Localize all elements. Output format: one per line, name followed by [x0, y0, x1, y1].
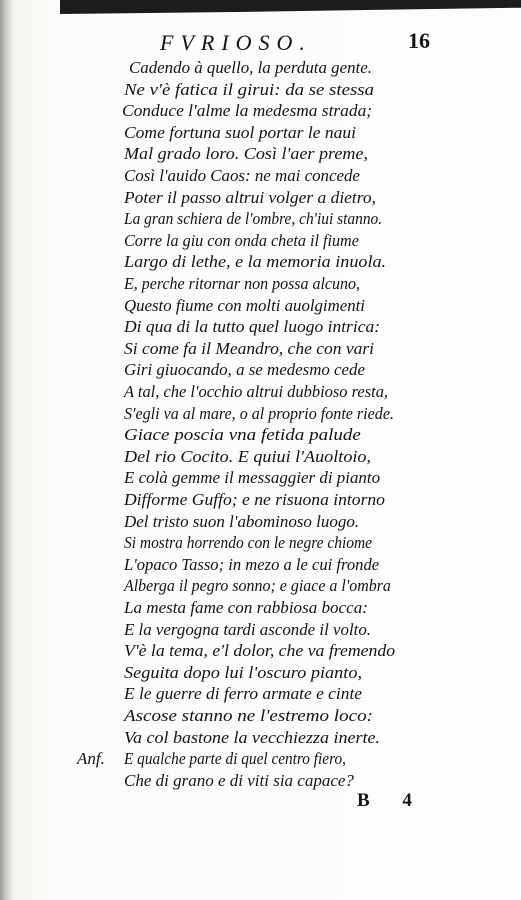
verse-line — [0, 728, 521, 750]
verse-line — [0, 339, 521, 361]
adjacent-page-edge — [60, 0, 521, 14]
verse-line-text: Del tristo suon l'abominoso luogo. — [124, 511, 360, 531]
verse-line — [0, 425, 521, 447]
verse-line-text: Seguita dopo lui l'oscuro pianto, — [124, 662, 363, 682]
verse-line — [0, 663, 521, 685]
verse-line-text: Ascose stanno ne l'estremo loco: — [124, 706, 373, 725]
verse-line-text: Si mostra horrendo con le negre chiome — [124, 533, 373, 553]
verse-line-text: Difforme Guffo; e ne risuona intorno — [124, 490, 385, 509]
verse-line-text: Così l'auido Caos: ne mai concede — [124, 166, 360, 185]
verse-line — [0, 490, 521, 512]
verse-line-text: Corre la giu con onda cheta il fiume — [124, 230, 359, 250]
verse-line-text: L'opaco Tasso; in mezo a le cui fronde — [124, 554, 380, 574]
verse-line-text: Si come fa il Meandro, che con vari — [124, 338, 375, 358]
verse-line — [0, 555, 521, 577]
verse-line — [0, 166, 521, 188]
verse-line — [0, 188, 521, 210]
verse-line-text: Cadendo à quello, la perduta gente. — [129, 58, 372, 77]
verse-line — [0, 209, 521, 231]
verse-line-text: Giace poscia vna fetida palude — [124, 425, 361, 445]
verse-line-text: A tal, che l'occhio altrui dubbioso resta, — [124, 382, 389, 401]
verse-line — [0, 101, 521, 123]
verse-line — [0, 296, 521, 318]
verse-line — [0, 598, 521, 620]
verse-line — [0, 620, 521, 642]
verse-line-text: La gran schiera de l'ombre, ch'iui stanno. — [124, 209, 383, 229]
verse-line-text: Poter il passo altrui volger a dietro, — [124, 187, 377, 207]
verse-line-text: Che di grano e di viti sia capace? — [124, 770, 354, 790]
verse-line-text: Ne v'è fatica il girui: da se stessa — [124, 79, 374, 99]
verse-line-text: Come fortuna suol portar le naui — [124, 122, 357, 142]
running-head — [0, 30, 521, 60]
verse-line — [0, 771, 521, 793]
verse-line — [0, 749, 521, 771]
verse-line — [0, 533, 521, 555]
verse-line-text: Di qua di la tutto quel luogo intrica: — [124, 317, 381, 337]
verse-line — [0, 231, 521, 253]
verse-line — [0, 382, 521, 404]
verse-line-text: E la vergogna tardi asconde il volto. — [124, 619, 372, 639]
page-number: 16 — [408, 28, 430, 53]
verse-line — [0, 641, 521, 663]
verse-line — [0, 58, 521, 80]
verse-line-text: E colà gemme il messaggier di pianto — [124, 468, 381, 488]
verse-line — [0, 684, 521, 706]
verse-line-text: Mal grado loro. Così l'aer preme, — [124, 144, 368, 164]
speaker-label: Anf. — [77, 749, 105, 769]
verse-line — [0, 144, 521, 166]
verse-line-text: Giri giuocando, a se medesmo cede — [124, 360, 365, 380]
verse-line-text: E, perche ritornar non possa alcuno, — [124, 274, 360, 293]
verse-line — [0, 576, 521, 598]
verse-line — [0, 317, 521, 339]
verse-line-text: Questo fiume con molti auolgimenti — [124, 295, 365, 315]
verse-line — [0, 447, 521, 469]
verse-line — [0, 404, 521, 426]
verse-line-text: V'è la tema, e'l dolor, che va fremendo — [124, 641, 396, 661]
verse-line-text: Conduce l'alme la medesma strada; — [122, 101, 373, 121]
verse-line — [0, 512, 521, 534]
verse-line — [0, 360, 521, 382]
verse-line — [0, 252, 521, 274]
verse-line — [0, 80, 521, 102]
verse-line-text: Va col bastone la vecchiezza inerte. — [124, 727, 380, 747]
verse-line-text: S'egli va al mare, o al proprio fonte riede. — [124, 403, 394, 423]
running-head-title: FVRIOSO. — [160, 30, 312, 55]
verse-line-text: Del rio Cocito. E quiui l'Auoltoio, — [124, 446, 372, 466]
verse-line — [0, 274, 521, 296]
verse-line — [0, 706, 521, 728]
signature-mark: B 4 — [357, 790, 426, 811]
verse-line-text: Largo di lethe, e la memoria inuola. — [124, 252, 387, 272]
verse-line-text: La mesta fame con rabbiosa bocca: — [124, 598, 368, 617]
verse-line-text: E qualche parte di quel centro fiero, — [124, 749, 346, 769]
verse-line — [0, 123, 521, 145]
verse-line — [0, 468, 521, 490]
verse-line-text: Alberga il pegro sonno; e giace a l'ombra — [124, 576, 391, 596]
verse-line-text: E le guerre di ferro armate e cinte — [124, 684, 363, 704]
